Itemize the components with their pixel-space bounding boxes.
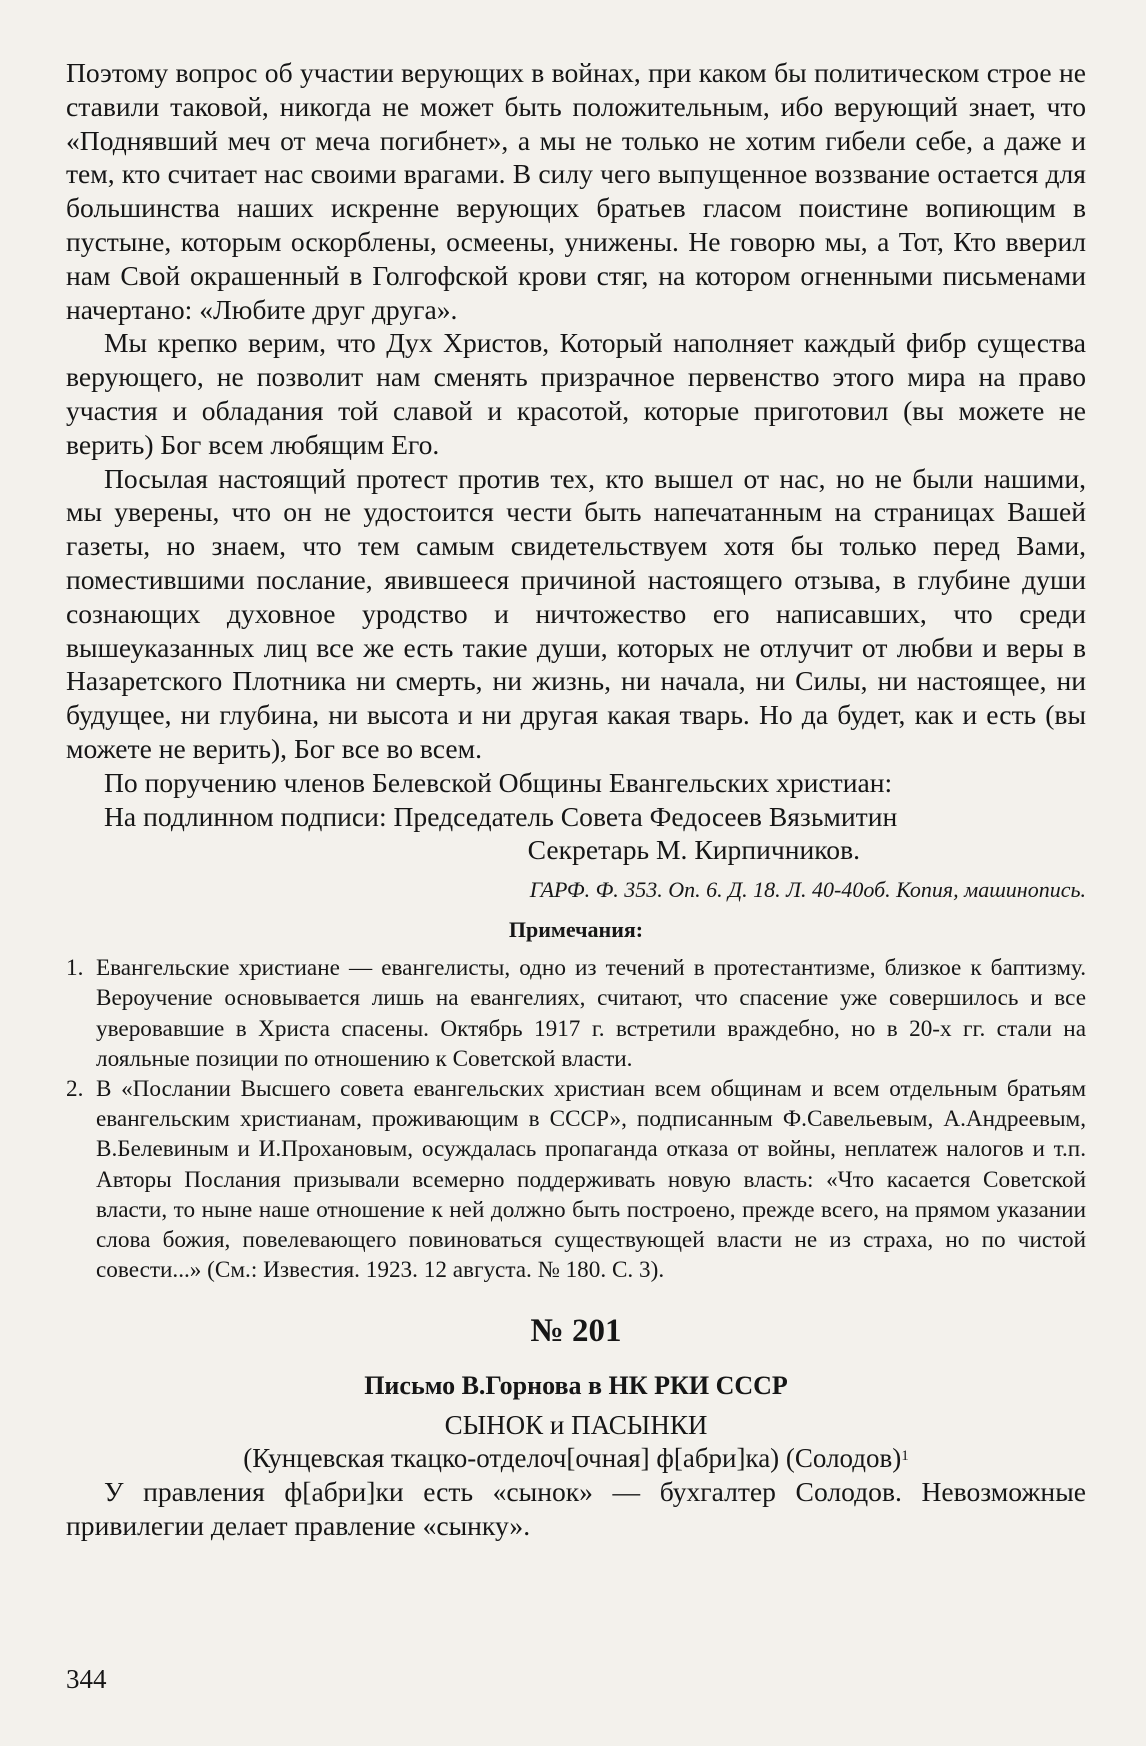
- document-subsubtitle-text: (Кунцевская ткацко-отделоч[очная] ф[абри]ка) (Солодов): [243, 1443, 902, 1474]
- archive-source: ГАРФ. Ф. 353. Оп. 6. Д. 18. Л. 40-40об. Копия, машинопись.: [529, 877, 1086, 903]
- note-text: В «Послании Высшего совета евангельских христиан всем общинам и всем отдельным братьям евангельским христианам, проживающим в СССР», подписанным Ф.Савельевым, А.Андреевым, В.Белевиным и И.Прохановым, осуждалась пропаганда отказа от войны, неплатеж налогов и т.п. Авторы Послания призывали всемерно поддерживать новую власть: «Что касается Советской власти, то ныне наше отношение к ней должно быть построено, прежде всего, на прямом указании слова божия, повелевающего повиноваться существующей власти не из страха, но по чистой совести...» (См.: Известия. 1923. 12 августа. № 180. С. 3).: [96, 1075, 1086, 1284]
- document-title: Письмо В.Горнова в НК РКИ СССР: [364, 1371, 788, 1401]
- note-item: [66, 1074, 1086, 1285]
- signature-line-3: Секретарь М. Кирпичников.: [527, 834, 860, 866]
- notes-title: Примечания:: [508, 917, 644, 943]
- signature-block: [66, 766, 1086, 867]
- paragraph-1: Поэтому вопрос об участии верующих в войнах, при каком бы политическом строе не ставили таковой, никогда не может быть положительным, ибо верующий знает, что «Поднявший меч от меча погибнет», а мы не только не хотим гибели себе, а даже и тем, кто считает нас своими врагами. В силу чего выпущенное воззвание остается для большинства наших искренне верующих братьев гласом поистине вопиющим в пустыне, которым оскорблены, осмеены, унижены. Не говорю мы, а Тот, Кто вверил нам Свой окрашенный в Голгофской крови стяг, на котором огненными письменами начертано: «Любите друг друга».: [66, 57, 1086, 325]
- page-number: 344: [66, 1664, 107, 1694]
- footnote-mark: 1: [901, 1448, 909, 1465]
- note-text: Евангельские христиане — евангелисты, одно из течений в протестантизме, близкое к баптизму. Вероучение основывается лишь на евангелиях, считают, что спасение уже совершилось и все уверовавшие в Христа спасены. Октябрь 1917 г. встретили враждебно, но в 20-х гг. стали на лояльные позиции по отношению к Советской власти.: [96, 955, 1086, 1072]
- document-subtitle: СЫНОК и ПАСЫНКИ: [444, 1410, 708, 1441]
- note-number: 2.: [66, 1075, 84, 1102]
- document-number: № 201: [530, 1313, 622, 1350]
- signature-line-1: По поручению членов Белевской Общины Евангельских христиан:: [104, 766, 893, 798]
- document-subsubtitle: [66, 1442, 1086, 1475]
- document-first-paragraph: У правления ф[абри]ки есть «сынок» — бухгалтер Солодов. Невозможные привилегии делает правление «сынку».: [66, 1476, 1086, 1542]
- notes-list: [66, 953, 1086, 1285]
- note-number: 1.: [66, 955, 84, 982]
- signature-line-2: На подлинном подписи: Председатель Совета Федосеев Вязьмитин: [104, 800, 898, 832]
- note-item: [66, 953, 1086, 1074]
- page-content: [66, 56, 1086, 1543]
- paragraph-2: Мы крепко верим, что Дух Христов, Который наполняет каждый фибр существа верующего, не позволит нам сменять призрачное первенство этого мира на право участия и обладания той славой и красотой, которые приготовил (вы можете не верить) Бог всем любящим Его.: [66, 327, 1086, 460]
- paragraph-3: Посылая настоящий протест против тех, кто вышел от нас, но не были нашими, мы уверены, что он не удостоится чести быть напечатанным на страницах Вашей газеты, но знаем, что тем самым свидетельствуем хотя бы только перед Вами, поместившими послание, явившееся причиной настоящего отзыва, в глубине души сознающих духовное уродство и ничтожество его написавших, что среди вышеуказанных лиц все же есть такие души, которых не отлучит от любви и веры в Назаретского Плотника ни смерть, ни жизнь, ни начала, ни Силы, ни настоящее, ни будущее, ни глубина, ни высота и ни другая какая тварь. Но да будет, как и есть (вы можете не верить), Бог все во всем.: [66, 462, 1086, 764]
